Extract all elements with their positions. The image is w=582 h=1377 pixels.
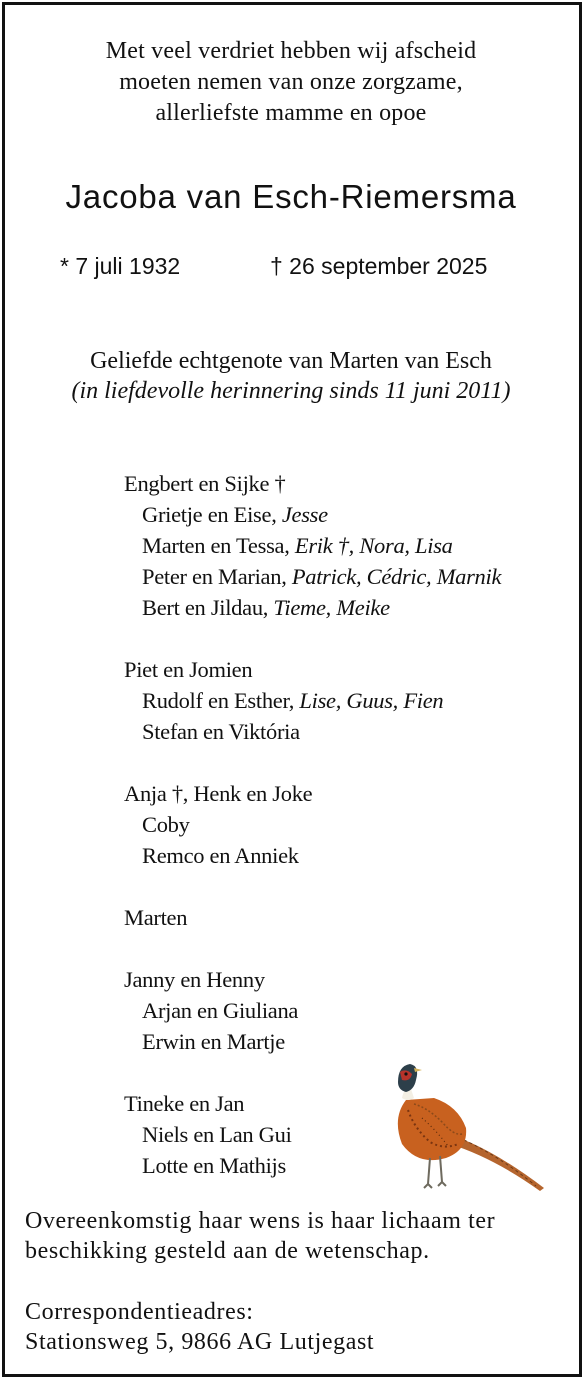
child-names: Grietje en Eise, [142,502,277,527]
family-spacer [124,623,501,654]
grandchildren-names: Tieme, Meike [268,595,390,620]
family-child-line [124,809,501,840]
grandchildren-names: Jesse [276,502,328,527]
child-names: Coby [142,812,190,837]
intro-line: moeten nemen van onze zorgzame, [119,69,463,95]
grandchildren-names: Erik †, Nora, Lisa [289,533,453,558]
child-names: Lotte en Mathijs [142,1153,286,1178]
family-parents: Janny en Henny [124,967,265,992]
family-parents: Piet en Jomien [124,657,253,682]
child-names: Marten en Tessa, [142,533,290,558]
child-names: Rudolf en Esther, [142,688,295,713]
family-spacer [124,871,501,902]
family-spacer [124,747,501,778]
child-names: Arjan en Giuliana [142,998,299,1023]
family-child-line [124,530,501,561]
closing-text [25,1206,495,1266]
family-child-line [124,716,501,747]
family-spacer [124,933,501,964]
family-child-line [124,499,501,530]
spouse-line: Geliefde echtgenote van Marten van Esch [90,348,492,374]
child-names: Niels en Lan Gui [142,1122,292,1147]
family-child-line [124,561,501,592]
birth-date: * 7 juli 1932 [60,253,181,279]
family-child-line [124,995,501,1026]
closing-line: Overeenkomstig haar wens is haar lichaam ter [25,1208,496,1234]
intro-line: Met veel verdriet hebben wij afscheid [105,38,477,64]
death-date: † 26 september 2025 [270,253,488,279]
family-parents: Tineke en Jan [124,1091,245,1116]
grandchildren-names: Lise, Guus, Fien [294,688,444,713]
pheasant-illustration [384,1058,550,1194]
family-parents: Marten [124,905,188,930]
intro-text [0,36,582,129]
intro-line: allerliefste mamme en opoe [155,100,427,126]
family-child-line [124,685,501,716]
family-parents: Engbert en Sijke † [124,471,286,496]
closing-line: beschikking gesteld aan de wetenschap. [25,1238,430,1264]
child-names: Peter en Marian, [142,564,287,589]
address-label: Correspondentieadres: [25,1299,254,1325]
child-names: Stefan en Viktória [142,719,300,744]
address-value: Stationsweg 5, 9866 AG Lutjegast [25,1329,375,1355]
correspondence-address [25,1297,374,1357]
family-parents: Anja †, Henk en Joke [124,781,313,806]
child-names: Bert en Jildau, [142,595,269,620]
spouse-section [0,346,582,406]
grandchildren-names: Patrick, Cédric, Marnik [286,564,502,589]
family-child-line [124,1026,501,1057]
deceased-name: Jacoba van Esch-Riemersma [65,178,517,215]
family-child-line [124,592,501,623]
child-names: Remco en Anniek [142,843,299,868]
child-names: Erwin en Martje [142,1029,285,1054]
family-child-line [124,840,501,871]
memorial-line: (in liefdevolle herinnering sinds 11 juni 2011) [71,378,511,404]
